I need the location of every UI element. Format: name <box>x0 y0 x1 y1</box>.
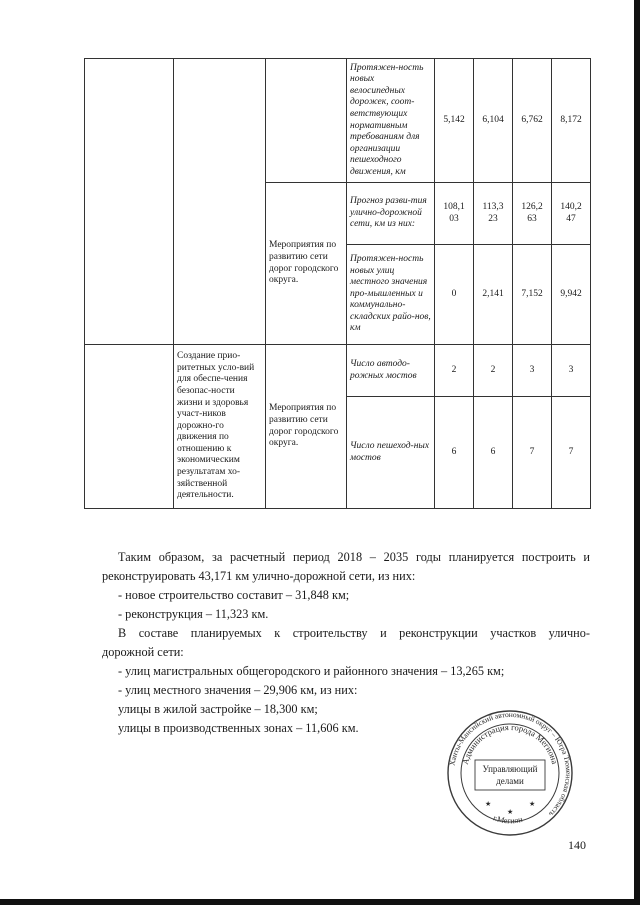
measure-cell: Мероприятия по развитию сети дорог городского округа. <box>266 345 347 509</box>
composition-paragraph: В составе планируемых к строительству и реконструкции участков улично- <box>118 626 590 640</box>
value-cell: 2,141 <box>474 245 513 345</box>
summary-paragraph-cont: реконструировать 43,171 км улично-дорожной сети, из них: <box>102 569 416 583</box>
seal-inner-ring: Администрация города Мегиона <box>459 721 560 766</box>
indicator-cell: Прогноз разви-тия улично-дорожной сети, км из них: <box>347 183 435 245</box>
table-cell-empty <box>85 345 174 509</box>
value-cell: 108,1 03 <box>435 183 474 245</box>
seal-ring-text: Ханты-Мансийский автономный округ – Югра Тюменская область <box>447 709 574 819</box>
value-cell: 6,762 <box>513 59 552 183</box>
table-cell-empty <box>174 59 266 345</box>
value-cell: 0 <box>435 245 474 345</box>
indicator-cell: Протяжен-ность новых улиц местного значения про-мышленных и коммунально-складских райо-нов, км <box>347 245 435 345</box>
measure-cell: Мероприятия по развитию сети дорог городского округа. <box>266 183 347 345</box>
value-cell: 3 <box>552 345 591 397</box>
list-item: улицы в производственных зонах – 11,606 км. <box>118 721 359 735</box>
value-cell: 6 <box>474 397 513 509</box>
value-cell: 6 <box>435 397 474 509</box>
value-cell: 2 <box>474 345 513 397</box>
seal-star-icon: ★ <box>529 800 536 808</box>
page-number: 140 <box>568 838 586 852</box>
value-cell: 113,3 23 <box>474 183 513 245</box>
seal-bottom-text: г.Мегион <box>491 813 524 826</box>
table-row <box>85 345 591 397</box>
official-seal-stamp <box>445 708 575 838</box>
list-item: - улиц местного значения – 29,906 км, из них: <box>118 683 358 697</box>
value-cell: 7,152 <box>513 245 552 345</box>
value-cell: 8,172 <box>552 59 591 183</box>
seal-star-icon: ★ <box>507 808 514 816</box>
seal-star-icon: ★ <box>485 800 492 808</box>
value-cell: 2 <box>435 345 474 397</box>
table-row <box>85 59 591 183</box>
table-cell-empty <box>266 59 347 183</box>
value-cell: 126,2 63 <box>513 183 552 245</box>
indicators-table <box>84 58 591 509</box>
value-cell: 9,942 <box>552 245 591 345</box>
scan-edge-bottom <box>0 899 640 905</box>
value-cell: 140,2 47 <box>552 183 591 245</box>
list-item: - улиц магистральных общегородского и районного значения – 13,265 км; <box>118 664 505 678</box>
value-cell: 7 <box>552 397 591 509</box>
value-cell: 5,142 <box>435 59 474 183</box>
list-item: улицы в жилой застройке – 18,300 км; <box>118 702 318 716</box>
list-item: - реконструкция – 11,323 км. <box>118 607 269 621</box>
value-cell: 7 <box>513 397 552 509</box>
scan-edge-right <box>634 0 640 905</box>
indicator-cell: Протяжен-ность новых велосипедных дорожек, соот-ветствующих нормативным требованиям для организации пешеходного движения, км <box>347 59 435 183</box>
value-cell: 6,104 <box>474 59 513 183</box>
seal-center-text: Управляющий делами <box>482 764 538 786</box>
goal-cell: Создание прио-ритетных усло-вий для обеспе-чения безопас-ности жизни и здоровья участ-ников дорожно-го движения по отношению к экономическим результатам хо-зяйственной деятельности. <box>174 345 266 509</box>
table-cell-empty <box>85 59 174 345</box>
indicator-cell: Число автодо-рожных мостов <box>347 345 435 397</box>
composition-paragraph-cont: дорожной сети: <box>102 645 184 659</box>
indicator-cell: Число пешеход-ных мостов <box>347 397 435 509</box>
value-cell: 3 <box>513 345 552 397</box>
summary-paragraph: Таким образом, за расчетный период 2018 – 2035 годы планируется построить и <box>118 550 590 564</box>
list-item: - новое строительство составит – 31,848 км; <box>118 588 350 602</box>
